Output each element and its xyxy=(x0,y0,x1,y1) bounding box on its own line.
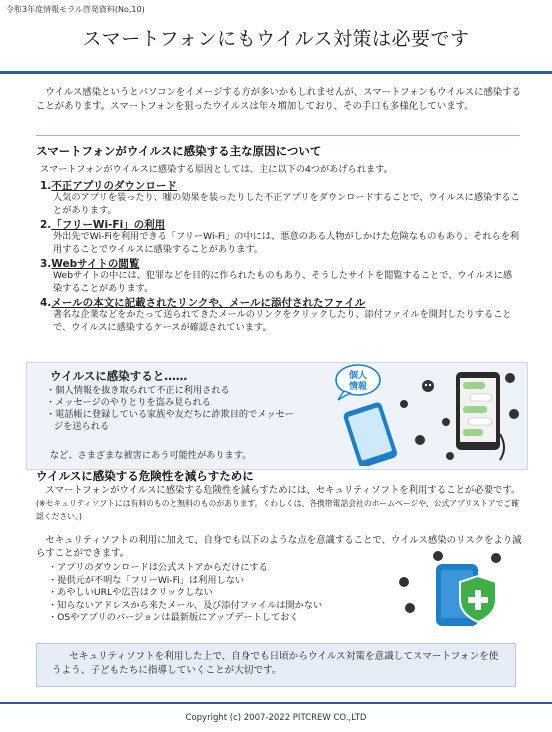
intro-paragraph: ウイルス感染というとパソコンをイメージする方が多いかもしれませんが、スマートフォンもウイルスに感染することがあります。スマートフォンを狙ったウイルスは年々増加しており、その手口も多様化しています。 xyxy=(36,87,521,112)
cause-number: 1. xyxy=(40,180,52,192)
cause-item-2 xyxy=(40,219,520,256)
cause-item-1 xyxy=(40,180,520,217)
list-item: ・OSやアプリのバージョンは最新版にアップデートしておく xyxy=(48,612,299,624)
infection-box-footer: など、さまざまな被害にあう可能性があります。 xyxy=(50,450,252,461)
causes-lead: スマートフォンがウイルスに感染する原因としては、主に以下の4つがあげられます。 xyxy=(40,164,393,175)
infection-effects-list xyxy=(46,385,296,433)
footer-divider xyxy=(0,702,552,704)
cause-item-3 xyxy=(40,258,520,295)
cause-body: 人気のアプリを装ったり、嘘の効果を装ったりした不正アプリをダウンロードすることで、ウイルスに感染することがあります。 xyxy=(53,192,520,216)
list-item: ・アプリのダウンロードは公式ストアからだけにする xyxy=(48,562,268,573)
security-software-paragraph xyxy=(36,484,522,523)
safety-tips-list xyxy=(48,562,398,625)
list-item: ・個人情報を抜き取られて不正に利用される xyxy=(46,385,230,396)
list-item: ・提供元が不明な「フリーWi-Fi」は利用しない xyxy=(48,574,245,586)
cause-number: 2. xyxy=(40,219,52,231)
virus-icon xyxy=(400,380,450,445)
cause-title: 不正アプリのダウンロード xyxy=(51,180,177,192)
infected-phone-illustration xyxy=(300,364,522,466)
infection-box-title: ウイルスに感染すると…… xyxy=(50,369,188,383)
cause-item-4 xyxy=(40,297,520,334)
list-item: ・知らないアドレスから来たメール、及び添付ファイルは開かない xyxy=(48,599,323,611)
list-item: ・あやしいURLや広告はクリックしない xyxy=(48,587,213,599)
cause-body: 外出先でWi-Fiを利用できる「フリーWi-Fi」の中には、悪意のある人物がしかけた危険なものもあり、それらを利用することでウイルスに感染することがあります。 xyxy=(53,231,520,255)
cause-title: メールの本文に記載されたリンクや、メールに添付されたファイル xyxy=(51,297,366,309)
series-label: 令和3年度情報モラル啓発資料(No,10) xyxy=(6,5,145,14)
copyright-text: Copyright (c) 2007-2022 PITCREW CO.,LTD xyxy=(185,713,367,723)
causes-section xyxy=(36,143,520,176)
cause-body: 著名な企業などをかたって送られてきたメールのリンクをクリックしたり、添付ファイルを開封したりすることで、ウイルスに感染するケースが確認されています。 xyxy=(53,309,512,333)
cause-body: Webサイトの中には、犯罪などを目的に作られたものもあり、そうしたサイトを閲覧することで、ウイルスに感染することがあります。 xyxy=(53,270,513,294)
svg-text:情報: 情報 xyxy=(348,382,368,392)
reduce-risk-heading: ウイルスに感染する危険性を減らすために xyxy=(36,469,254,483)
intro-divider xyxy=(36,135,520,136)
cause-title: Webサイトの閲覧 xyxy=(51,258,140,270)
causes-heading: スマートフォンがウイルスに感染する主な原因について xyxy=(36,144,322,158)
smartphone-icon xyxy=(342,401,398,466)
cause-title: 「フリーWi-Fi」の利用 xyxy=(51,219,166,231)
cause-number: 4. xyxy=(40,297,52,309)
personal-info-bubble-icon xyxy=(336,365,380,400)
list-item: ・メッセージのやりとりを盗み見られる xyxy=(46,397,211,408)
cause-number: 3. xyxy=(40,258,52,270)
additional-measures-paragraph: セキュリティソフトの利用に加えて、自身でも以下のような点を意識することで、ウイルス感染のリスクをより減らすことができます。 xyxy=(36,535,522,559)
list-item: ・電話帳に登録している家族や友だちに詐欺目的でメッセージを送られる xyxy=(46,409,294,432)
chat-phone-icon xyxy=(456,372,504,460)
protected-phone-illustration xyxy=(396,548,506,628)
closing-message: セキュリティソフトを利用した上で、自身でも日頃からウイルス対策を意識してスマートフォンを使うよう、子どもたちに指導していくことが大切です。 xyxy=(52,651,499,676)
page-title: スマートフォンにもウイルス対策は必要です xyxy=(82,28,470,50)
security-software-note: (※セキュリティソフトには有料のものと無料のものがあります。くわしくは、各携帯電話会社のホームページや、公式アプリストアでご確認ください。) xyxy=(36,499,519,521)
svg-text:個人: 個人 xyxy=(348,371,368,381)
security-software-text: スマートフォンがウイルスに感染する危険性を減らすためには、セキュリティソフトを利用することが必要です。 xyxy=(45,485,521,496)
title-divider xyxy=(0,71,552,74)
reduce-risk-section xyxy=(36,468,254,484)
